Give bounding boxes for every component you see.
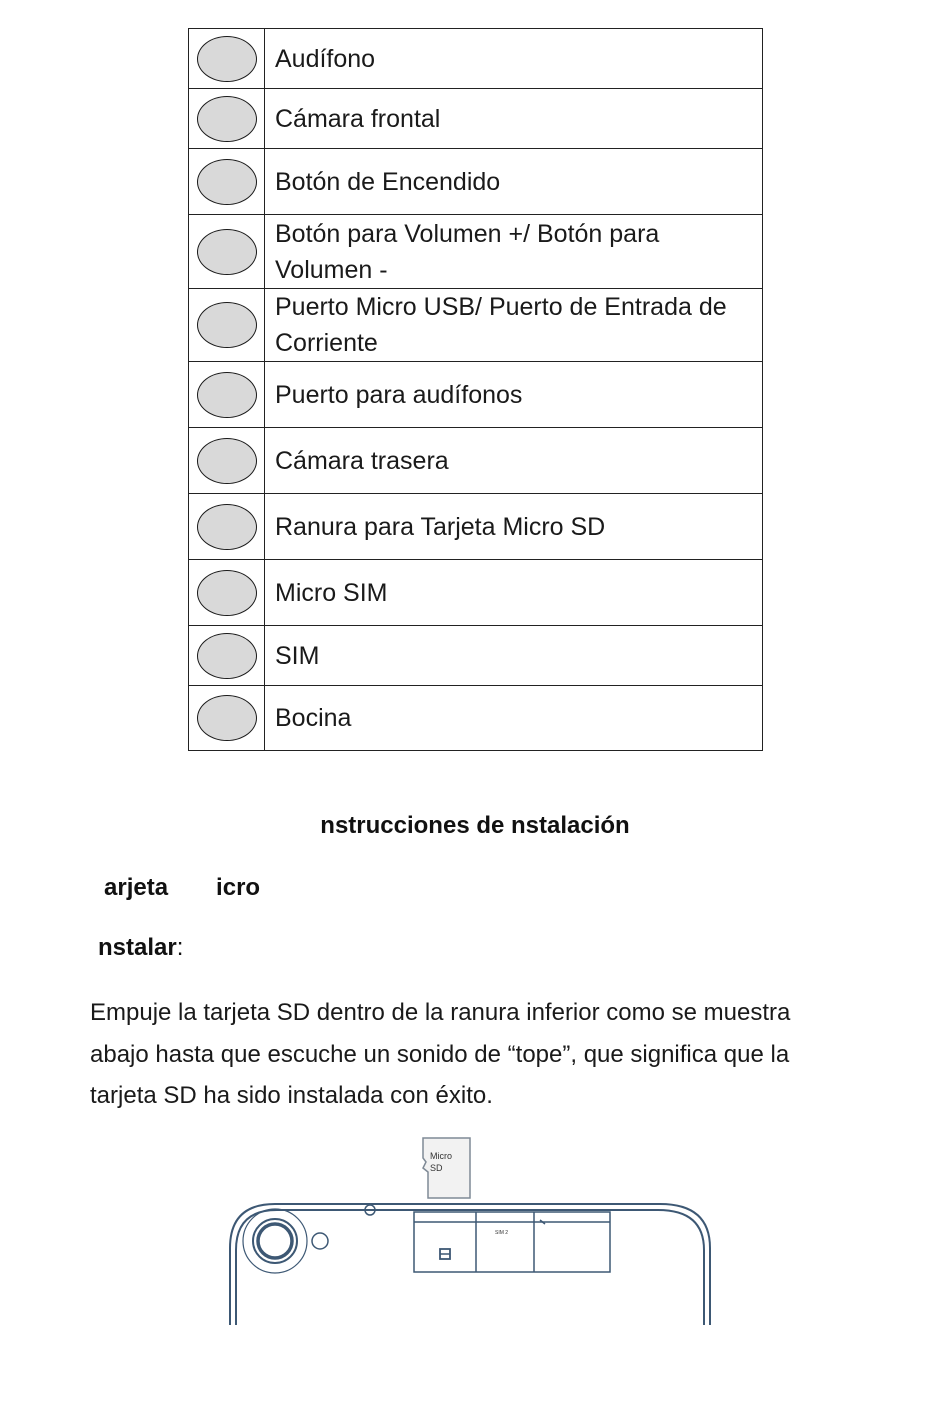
card-slots	[414, 1212, 610, 1272]
table-row	[189, 686, 763, 751]
part-label: Botón de Encendido	[265, 149, 763, 215]
instruction-paragraph: Empuje la tarjeta SD dentro de la ranura inferior como se muestra abajo hasta que escuche un sonido de “tope”, que significa que la tarjeta SD ha sido instalada con éxito.	[90, 999, 791, 1109]
part-label: Puerto Micro USB/ Puerto de Entrada de Corriente	[265, 289, 763, 362]
phone-top-diagram	[220, 1130, 720, 1330]
part-label: Cámara trasera	[265, 428, 763, 494]
number-circle	[197, 159, 257, 205]
table-row	[189, 289, 763, 362]
install-subheading	[98, 934, 183, 962]
slot-label: SIM 2	[495, 1230, 509, 1236]
part-label: Bocina	[265, 686, 763, 751]
number-circle	[197, 504, 257, 550]
part-label: Puerto para audífonos	[265, 362, 763, 428]
part-label: Ranura para Tarjeta Micro SD	[265, 494, 763, 560]
rear-camera-icon	[243, 1209, 328, 1273]
install-colon: :	[176, 934, 184, 961]
number-circle	[197, 372, 257, 418]
number-circle	[197, 695, 257, 741]
number-circle	[197, 633, 257, 679]
card-text-micro: Micro	[430, 1151, 452, 1161]
number-circle	[197, 570, 257, 616]
table-row	[189, 215, 763, 289]
part-label: Botón para Volumen +/ Botón para Volumen -	[265, 215, 763, 289]
table-row	[189, 428, 763, 494]
card-text-sd: SD	[430, 1163, 443, 1173]
part-label: SIM	[265, 626, 763, 686]
table-row	[189, 362, 763, 428]
table-row	[189, 626, 763, 686]
subheading-part-b: icro	[216, 874, 261, 901]
number-circle	[197, 302, 257, 348]
part-label: Micro SIM	[265, 560, 763, 626]
part-label: Cámara frontal	[265, 89, 763, 149]
table-row	[189, 149, 763, 215]
table-row	[189, 560, 763, 626]
table-row	[189, 29, 763, 89]
parts-table	[188, 28, 763, 751]
number-circle	[197, 438, 257, 484]
section-heading: nstrucciones de nstalación	[320, 812, 630, 839]
number-circle	[197, 36, 257, 82]
table-row	[189, 494, 763, 560]
number-circle	[197, 96, 257, 142]
table-row	[189, 89, 763, 149]
number-circle	[197, 229, 257, 275]
subheading-part-a: arjeta	[104, 874, 169, 901]
micro-sd-card-icon	[423, 1138, 470, 1198]
part-label: Audífono	[265, 29, 763, 89]
install-label: nstalar	[98, 934, 177, 961]
card-subheading	[104, 874, 260, 902]
